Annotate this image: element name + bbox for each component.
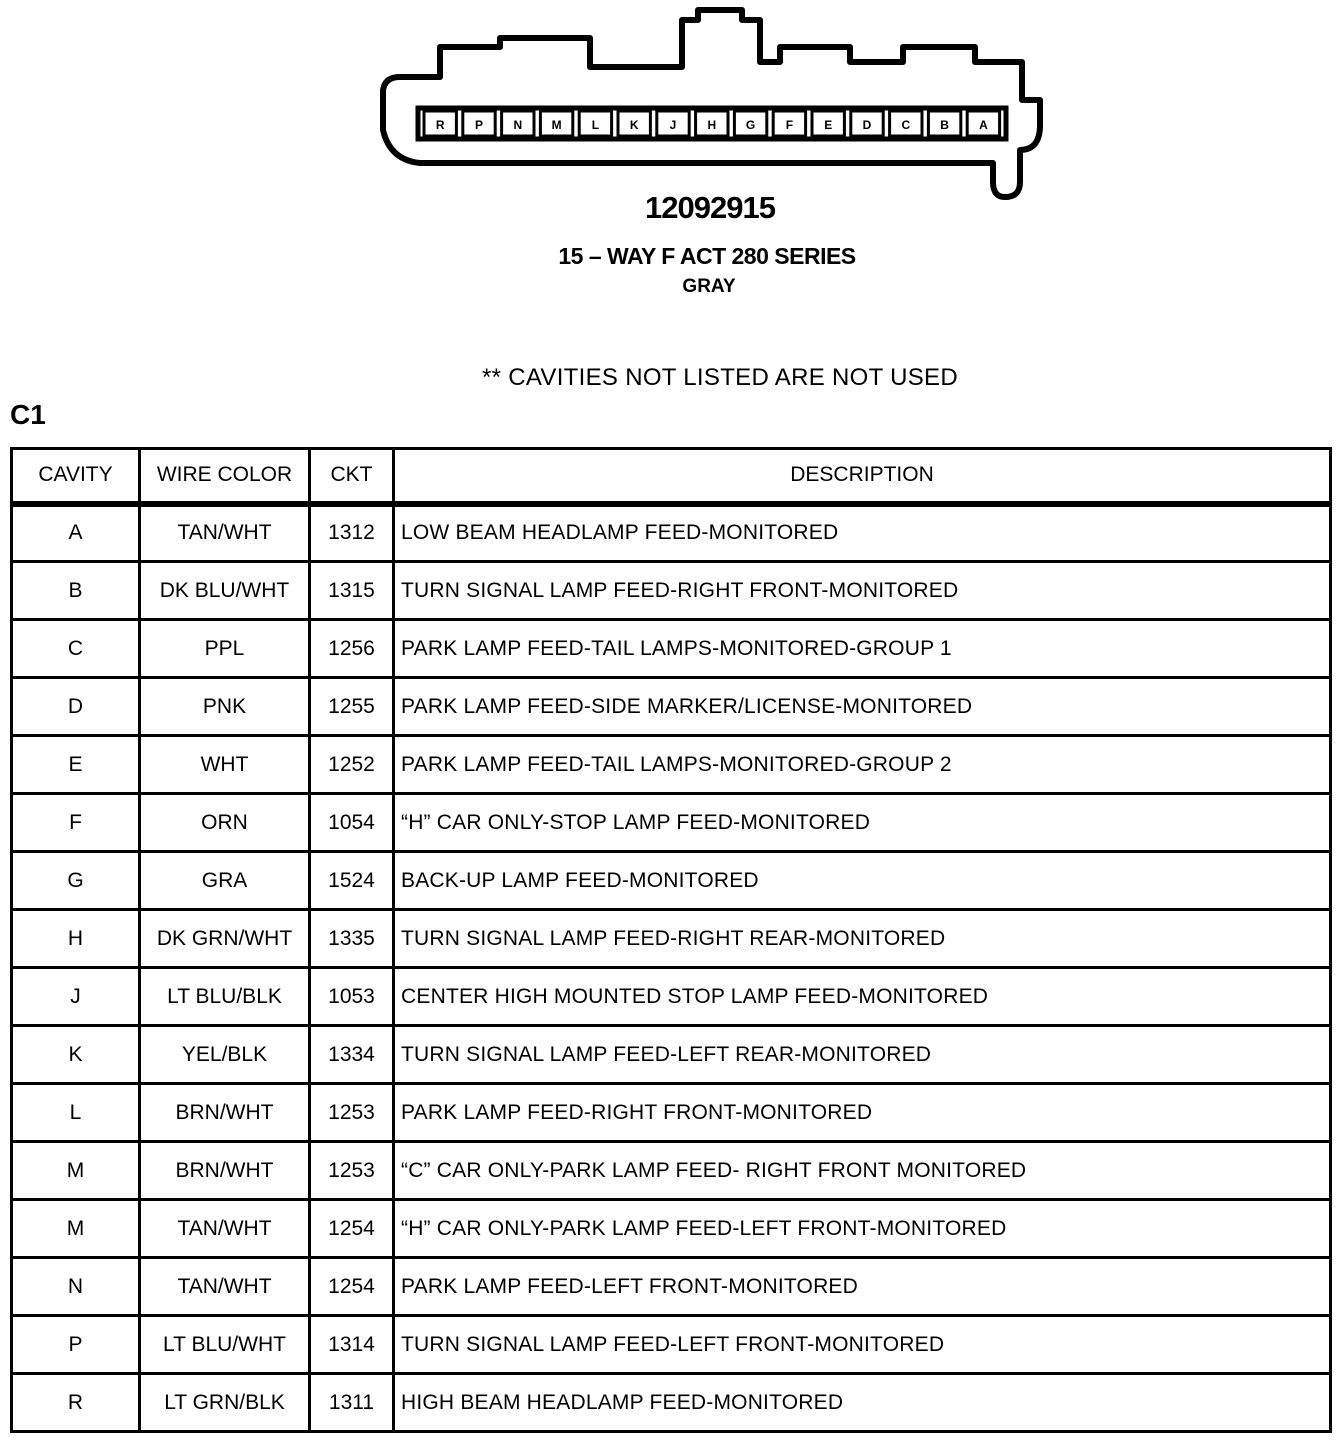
wire-color-cell: TAN/WHT [140,1258,310,1316]
ckt-cell: 1335 [310,910,394,968]
description-cell: BACK-UP LAMP FEED-MONITORED [394,852,1331,910]
pin-label: E [824,118,833,132]
wire-color-cell: ORN [140,794,310,852]
table-row [12,1258,1331,1316]
wire-color-cell: LT GRN/BLK [140,1374,310,1432]
header-wire-color: WIRE COLOR [140,449,310,504]
ckt-cell: 1053 [310,968,394,1026]
pin-label: C [901,118,911,132]
table-row [12,562,1331,620]
ckt-cell: 1312 [310,504,394,562]
part-number: 12092915 [645,190,775,225]
table-header-row [12,449,1331,504]
pin-label: J [669,118,677,132]
ckt-cell: 1255 [310,678,394,736]
table-row [12,1316,1331,1374]
unused-cavities-note: ** CAVITIES NOT LISTED ARE NOT USED [482,364,958,391]
description-cell: TURN SIGNAL LAMP FEED-RIGHT FRONT-MONITORED [394,562,1331,620]
cavity-cell: M [12,1142,140,1200]
pin-label: A [979,118,988,132]
cavity-cell: E [12,736,140,794]
table-row [12,1374,1331,1432]
pin-label: F [785,118,794,132]
connector-color: GRAY [682,276,736,297]
pin-cells [424,111,1000,136]
ckt-cell: 1256 [310,620,394,678]
pin-label: L [591,118,600,132]
cavity-cell: J [12,968,140,1026]
connector-name: 15 – WAY F ACT 280 SERIES [558,243,856,269]
cavity-cell: G [12,852,140,910]
wire-color-cell: TAN/WHT [140,504,310,562]
description-cell: “H” CAR ONLY-PARK LAMP FEED-LEFT FRONT-MONITORED [394,1200,1331,1258]
pin-label: B [940,118,949,132]
cavity-cell: L [12,1084,140,1142]
description-cell: “H” CAR ONLY-STOP LAMP FEED-MONITORED [394,794,1331,852]
pin-label: P [474,118,484,132]
wire-color-cell: PPL [140,620,310,678]
table-row [12,736,1331,794]
ckt-cell: 1254 [310,1200,394,1258]
pin-label: R [435,118,445,132]
wire-color-cell: GRA [140,852,310,910]
ckt-cell: 1311 [310,1374,394,1432]
wire-color-cell: DK BLU/WHT [140,562,310,620]
description-cell: CENTER HIGH MOUNTED STOP LAMP FEED-MONITORED [394,968,1331,1026]
pin-label: G [745,118,756,132]
ckt-cell: 1252 [310,736,394,794]
description-cell: PARK LAMP FEED-LEFT FRONT-MONITORED [394,1258,1331,1316]
wire-color-cell: WHT [140,736,310,794]
cavity-cell: P [12,1316,140,1374]
wire-color-cell: TAN/WHT [140,1200,310,1258]
ckt-cell: 1315 [310,562,394,620]
pin-label: D [862,118,872,132]
description-cell: PARK LAMP FEED-TAIL LAMPS-MONITORED-GROUP 2 [394,736,1331,794]
table-row [12,1026,1331,1084]
cavity-cell: B [12,562,140,620]
table-row [12,968,1331,1026]
cavity-cell: F [12,794,140,852]
header-description: DESCRIPTION [394,449,1331,504]
ckt-cell: 1253 [310,1084,394,1142]
wire-color-cell: LT BLU/BLK [140,968,310,1026]
wire-color-cell: YEL/BLK [140,1026,310,1084]
cavity-cell: M [12,1200,140,1258]
ckt-cell: 1334 [310,1026,394,1084]
cavity-cell: A [12,504,140,562]
description-cell: TURN SIGNAL LAMP FEED-RIGHT REAR-MONITORED [394,910,1331,968]
connector-diagram [0,0,1344,320]
table-row [12,504,1331,562]
connector-housing-outline [383,10,1040,197]
cavity-cell: N [12,1258,140,1316]
wire-color-cell: PNK [140,678,310,736]
table-row [12,678,1331,736]
description-cell: “C” CAR ONLY-PARK LAMP FEED- RIGHT FRONT MONITORED [394,1142,1331,1200]
table-row [12,620,1331,678]
ckt-cell: 1314 [310,1316,394,1374]
wire-color-cell: LT BLU/WHT [140,1316,310,1374]
cavity-cell: C [12,620,140,678]
wire-color-cell: BRN/WHT [140,1142,310,1200]
wire-color-cell: BRN/WHT [140,1084,310,1142]
description-cell: PARK LAMP FEED-RIGHT FRONT-MONITORED [394,1084,1331,1142]
description-cell: HIGH BEAM HEADLAMP FEED-MONITORED [394,1374,1331,1432]
pin-label: M [551,118,562,132]
ckt-cell: 1524 [310,852,394,910]
description-cell: PARK LAMP FEED-SIDE MARKER/LICENSE-MONITORED [394,678,1331,736]
header-cavity: CAVITY [12,449,140,504]
header-ckt: CKT [310,449,394,504]
table-row [12,1142,1331,1200]
cavity-cell: K [12,1026,140,1084]
section-label: C1 [10,399,46,430]
table-row [12,1084,1331,1142]
table-row [12,910,1331,968]
ckt-cell: 1054 [310,794,394,852]
cavity-cell: H [12,910,140,968]
pin-label: K [629,118,639,132]
pinout-table [10,447,1332,1433]
pinout-table-body [12,504,1331,1432]
table-row [12,794,1331,852]
ckt-cell: 1253 [310,1142,394,1200]
pin-label: H [707,118,717,132]
cavity-cell: R [12,1374,140,1432]
pin-label: N [513,118,523,132]
cavity-cell: D [12,678,140,736]
wire-color-cell: DK GRN/WHT [140,910,310,968]
ckt-cell: 1254 [310,1258,394,1316]
description-cell: TURN SIGNAL LAMP FEED-LEFT REAR-MONITORED [394,1026,1331,1084]
description-cell: TURN SIGNAL LAMP FEED-LEFT FRONT-MONITORED [394,1316,1331,1374]
table-row [12,1200,1331,1258]
description-cell: LOW BEAM HEADLAMP FEED-MONITORED [394,504,1331,562]
table-row [12,852,1331,910]
description-cell: PARK LAMP FEED-TAIL LAMPS-MONITORED-GROUP 1 [394,620,1331,678]
